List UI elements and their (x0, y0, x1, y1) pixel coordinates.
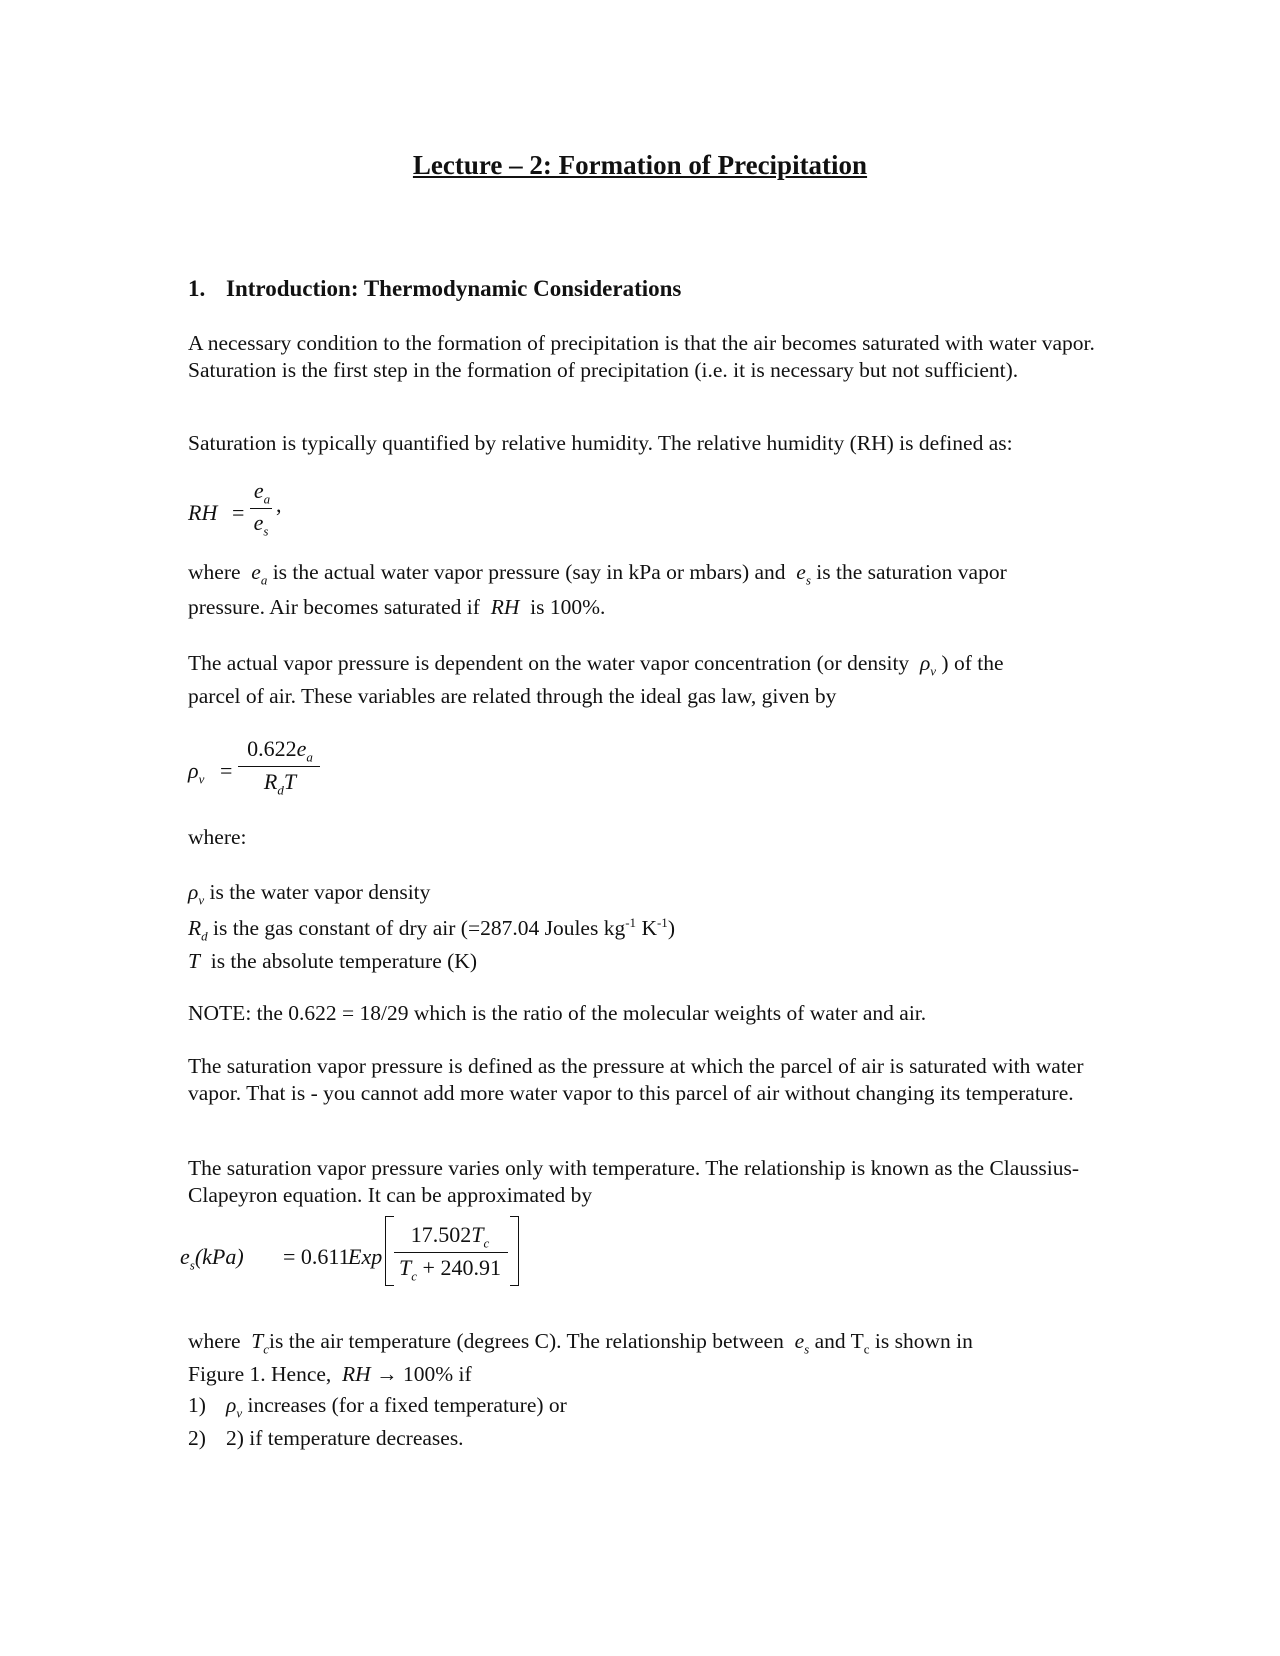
eq1-comma: , (276, 492, 282, 517)
eq3-right-bracket (510, 1216, 519, 1286)
paragraph-saturation-vapor-pressure: The saturation vapor pressure is defined as the pressure at which the parcel of air is saturated with water vapor. That is - you cannot add more water vapor to this parcel of air without changing its temperature. (188, 1054, 1084, 1105)
paragraph-actual-vapor: The actual vapor pressure is dependent on the water vapor concentration (or density $\rho_v$ ) of the (188, 651, 1004, 679)
eq3-fraction-bar (394, 1252, 508, 1253)
paragraph-intro: A necessary condition to the formation of precipitation is that the air becomes saturated with water vapor. Saturation is the first step in the formation of precipitation (i.e. it is necessary but not sufficient). (188, 331, 1095, 382)
paragraph-rh-100: pressure. Air becomes saturated if RH is 100%. (188, 595, 606, 619)
eq3-numerator: $17.502T_c$ (410, 1222, 490, 1251)
paragraph-clausius: The saturation vapor pressure varies only with temperature. The relationship is known as the Claussius-Clapeyron equation. It can be approximated by (188, 1156, 1080, 1207)
eq3-lhs: $e_s(kPa)$ (180, 1244, 244, 1273)
section-heading (188, 276, 681, 302)
eq1-numerator: $e_a$ (253, 478, 271, 507)
note-text: NOTE: the 0.622 = 18/29 which is the ratio of the molecular weights of water and air. (188, 1001, 927, 1025)
list-item: 2) 2) if temperature decreases. (188, 1426, 464, 1450)
eq1-denominator: $e_s$ (253, 510, 269, 539)
paragraph-where-ea: where $e_a$ is the actual water vapor pressure (say in kPa or mbars) and $e_s$ is the saturation vapor (188, 560, 1007, 588)
eq2-equals: = (220, 758, 233, 783)
section-title: Introduction: Thermodynamic Considerations (226, 276, 682, 301)
definition-rd: $R_d$ is the gas constant of dry air (=287.04 Joules $kg^{-1}$ $K^{-1}$) (188, 915, 675, 944)
eq3-denominator: $T_c + 240.91$ (399, 1255, 501, 1284)
where-label: where: (188, 825, 247, 849)
eq2-lhs: $\rho_v$ (188, 758, 205, 787)
paragraph-saturation: Saturation is typically quantified by relative humidity. The relative humidity (RH) is defined as: (188, 431, 1013, 455)
definition-rho-v: $\rho_v$ is the water vapor density (188, 880, 431, 908)
equation-clausius-clapeyron (180, 1222, 540, 1297)
paragraph-where-tc: where $T_cis$ the air temperature (degrees C). The relationship between $e_s$ and $T_c$ is shown in (188, 1329, 973, 1357)
section-number: 1. (188, 276, 206, 301)
paragraph-hence: Figure 1. Hence, RH → 100% if (188, 1362, 472, 1386)
eq3-equals: = 0.611 (283, 1244, 350, 1269)
eq1-equals: = (232, 500, 245, 525)
eq2-fraction-bar (238, 766, 320, 767)
page-title: Lecture – 2: Formation of Precipitation (412, 150, 868, 180)
paragraph-ideal-gas: parcel of air. These variables are related through the ideal gas law, given by (188, 684, 837, 708)
equation-rh (188, 478, 308, 548)
eq1-lhs: RH (188, 500, 218, 525)
definition-t: T is the absolute temperature (K) (188, 949, 477, 973)
eq1-fraction-bar (250, 508, 272, 509)
eq2-denominator: $R_dT$ (263, 769, 297, 798)
eq2-numerator: $0.622e_a$ (247, 736, 313, 765)
eq3-exp: Exp (348, 1244, 383, 1269)
equation-vapor-density (188, 736, 348, 806)
list-item: 1) $\rho_v$ increases (for a fixed temperature) or (188, 1393, 567, 1421)
